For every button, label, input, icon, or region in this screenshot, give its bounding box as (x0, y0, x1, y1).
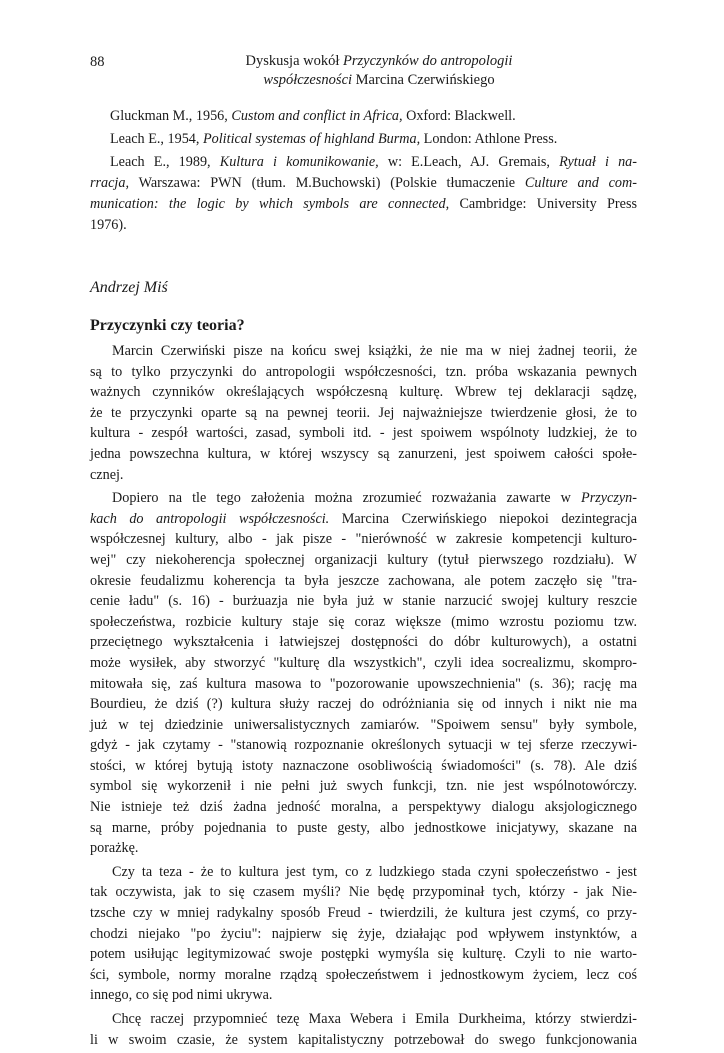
body-segment: Przyczyn- (581, 490, 637, 507)
reference-segment: Leach E., 1954, (110, 131, 203, 147)
body-segment: Marcina Czerwińskiego niepokoi dezintegracja (329, 510, 637, 527)
reference-segment: rracja, (90, 175, 130, 191)
reference-line (90, 152, 637, 173)
body-segment: ważnych czynników określających współczesną kulturę. Wbrew tej deklaracji sądzę, (90, 384, 637, 401)
reference-segment: Political systemas of highland Burma, (202, 131, 421, 147)
body-segment: innego, co się pod nimi ukrywa. (90, 987, 273, 1004)
body-segment: Bourdieu, że dziś (?) kultura służy raczej do odróżniania się od innych i nikt nie ma (90, 696, 637, 713)
body-segment: cenie ładu" (s. 16) - burżuazja nie była już w stanie narzucić swojej kultury reszcie (90, 593, 637, 610)
body-segment: symbol się wykorzenił i nie pełni już swych funkcji, tzn. nie jest wspólnotowórczy. (90, 778, 637, 795)
reference-line (90, 215, 637, 236)
body-segment: mitowała się, zaś kultura masowa to "pozorowanie upowszechnienia" (s. 36); rację ma (90, 675, 637, 692)
body-segment: społeczeństwa, rozbicie kultury staje się coraz większe (mimo wzrostu poziomu tzw. (90, 613, 637, 630)
body-line (90, 465, 637, 486)
body-line (90, 944, 637, 965)
running-head-book-title: Przyczynków do antropologii (343, 53, 513, 69)
body-paragraph (90, 341, 637, 485)
body-segment: porażkę. (90, 840, 139, 857)
running-head-book-title-cont: współczesności (263, 72, 353, 88)
reference-entry (90, 129, 637, 150)
body-segment: Nie istnieje też dziś żadna jedność moralna, a perspektywy dialogu aksjologicznego (90, 799, 637, 816)
reference-segment: Gluckman M., 1956, (110, 108, 232, 124)
body-line (90, 965, 637, 986)
reference-entry (90, 106, 637, 127)
reference-segment: munication: the logic by which symbols are connected, (90, 196, 450, 212)
body-line (90, 715, 637, 736)
body-segment: jedna powszechna kultura, w której wszyscy są zanurzeni, jest spoiwem całości społe- (90, 445, 637, 462)
reference-segment: Leach E., 1989, (110, 154, 220, 170)
body-segment: ści, symbole, normy moralne rządzą społeczeństwem i jednostkowym życiem, lecz coś (90, 966, 637, 983)
body-line (90, 423, 637, 444)
reference-segment: Oxford: Blackwell. (402, 108, 516, 124)
body-line (90, 509, 637, 530)
reference-segment: Kultura i komunikowanie, (219, 154, 379, 170)
reference-segment: Rytuał i na- (559, 154, 637, 170)
body-segment: że te przyczynki oparte są na pewnej teorii. Jej najważniejsze twierdzenie głosi, że to (90, 404, 637, 421)
reference-segment: Custom and conflict in Africa, (231, 108, 403, 124)
body-segment: kach do antropologii współczesności. (90, 510, 330, 527)
reference-segment: Warszawa: PWN (tłum. M.Buchowski) (Polskie tłumaczenie (129, 175, 525, 191)
body-segment: wej" czy niekoherencja społecznej organizacji kultury (tytuł pierwszego rozdziału). W (90, 551, 637, 568)
reference-segment: London: Athlone Press. (420, 131, 558, 147)
body-line (90, 1009, 637, 1030)
running-head-line-2 (150, 71, 608, 90)
body-segment: tak oczywista, jak to się czasem myśli? Nie będę przypominał tych, którzy - jak Nie- (90, 884, 637, 901)
body-segment: Marcin Czerwiński pisze na końcu swej książki, że nie ma w niej żadnej teorii, że (112, 343, 637, 359)
body-line (90, 591, 637, 612)
body-line (90, 903, 637, 924)
body-segment: już w tej dziedzinie uniwersalistycznych zamiarów. "Spoiwem sensu" były symbole, (90, 716, 637, 733)
body-line (90, 924, 637, 945)
reference-segment: 1976). (90, 217, 127, 233)
body-segment: są to tylko przyczynki do antropologii współczesności, tzn. próba wskazania pewnych (90, 363, 637, 380)
reference-segment: Culture and com- (524, 175, 637, 191)
body-line (90, 632, 637, 653)
body-line (90, 862, 637, 883)
body-segment: potem usiłując legitymizować swoje postępki wymyśla się kulturę. Czyli to nie warto- (90, 946, 637, 963)
reference-line (90, 129, 637, 150)
body-segment: gdyż - jak czytamy - "stanowią rozpoznanie określonych sytuacji w tej sferze rzeczywi- (90, 737, 637, 754)
body-paragraph (90, 862, 637, 1006)
body-line (90, 341, 637, 362)
body-paragraph (90, 1009, 637, 1050)
body-segment: Dopiero na tle tego założenia można zrozumieć rozważania zawarte w (112, 490, 582, 507)
body-segment: tzsche czy w mniej radykalny sposób Freud - twierdzili, że kultura jest czymś, co przy- (90, 905, 637, 922)
body-line (90, 1030, 637, 1051)
body-line (90, 550, 637, 571)
body-line (90, 444, 637, 465)
body-line (90, 756, 637, 777)
body-line (90, 488, 637, 509)
body-line (90, 776, 637, 797)
running-head-author: Marcina Czerwińskiego (352, 72, 495, 88)
article-author: Andrzej Miś (90, 279, 168, 296)
body-line (90, 382, 637, 403)
body-line (90, 612, 637, 633)
body-segment: przeciętnego wykształcenia i łatwiejszej dostępności do dóbr kulturowych), a ostatni (90, 634, 637, 651)
body-line (90, 838, 637, 859)
body-segment: Czy ta teza - że to kultura jest tym, co z ludzkiego stada czyni społeczeństwo - jest (112, 863, 637, 880)
body-line (90, 694, 637, 715)
body-line (90, 674, 637, 695)
body-line (90, 529, 637, 550)
page-number: 88 (90, 54, 105, 70)
body-segment: cznej. (90, 466, 124, 483)
reference-segment: w: E.Leach, AJ. Gremais, (378, 154, 560, 170)
body-segment: stości, w której bytują istoty naznaczone osobliwością świadomości" (s. 78). Ale dziś (90, 757, 637, 774)
reference-entry (90, 152, 637, 236)
body-line (90, 818, 637, 839)
body-line (90, 985, 637, 1006)
body-segment: okresie feudalizmu koherencja ta była jeszcze zachowana, ale potem zaczęło się "tra- (90, 572, 637, 589)
body-line (90, 362, 637, 383)
body-segment: kultura - zespół wartości, zasad, symboli itd. - jest spoiwem wspólnoty ludzkiej, że to (90, 425, 637, 442)
body-line (90, 571, 637, 592)
body-line (90, 653, 637, 674)
body-segment: może wysiłek, aby stworzyć "kulturę dla wszystkich", czyli idea socrealizmu, skompro- (90, 654, 637, 671)
body-line (90, 735, 637, 756)
article-title: Przyczynki czy teoria? (90, 317, 245, 334)
running-head-line-1 (150, 52, 608, 71)
reference-list (90, 106, 637, 238)
body-line (90, 403, 637, 424)
body-segment: Chcę raczej przypomnieć tezę Maxa Webera i Emila Durkheima, którzy stwierdzi- (112, 1011, 637, 1027)
article-body (90, 341, 637, 1053)
body-segment: są marne, próby pojednania to puste gesty, albo jednostkowe inicjatywy, skazane na (90, 819, 637, 836)
body-segment: chodzi niejako "po życiu": najpierw się żyje, działając pod wpływem instynktów, a (90, 925, 637, 942)
reference-line (90, 106, 637, 127)
body-line (90, 797, 637, 818)
body-line (90, 882, 637, 903)
running-head (150, 52, 608, 90)
body-segment: współczesnej kultury, albo - jak pisze - "nierówność w zakresie kompetencji kulturo- (90, 531, 637, 548)
reference-line (90, 173, 637, 194)
running-head-prefix: Dyskusja wokół (245, 53, 344, 69)
body-paragraph (90, 488, 637, 859)
reference-segment: Cambridge: University Press (449, 196, 637, 212)
reference-line (90, 194, 637, 215)
body-segment: li w swoim czasie, że system kapitalistyczny potrzebował do swego funkcjonowania (90, 1031, 637, 1048)
